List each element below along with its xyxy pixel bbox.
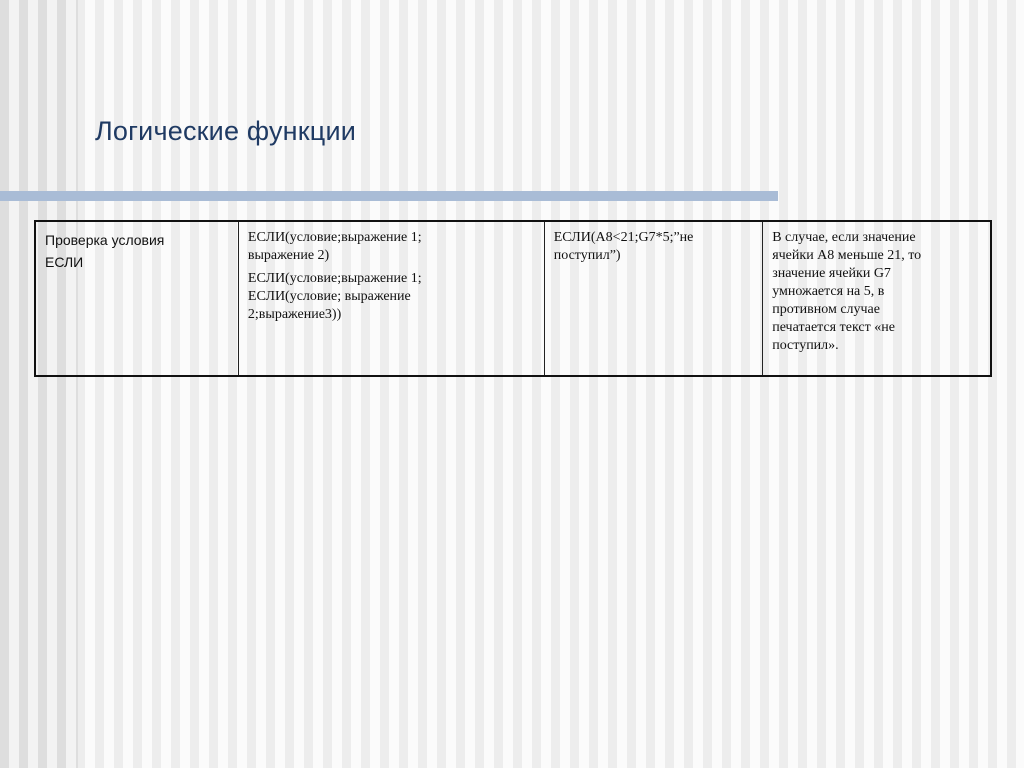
table-cell-example (544, 221, 762, 376)
cell-line: В случае, если значение (772, 230, 916, 245)
cell-line: ЕСЛИ(условие;выражение 1; (247, 271, 422, 286)
cell-line: умножается на 5, в (772, 284, 885, 299)
cell-line: значение ячейки G7 (772, 266, 891, 281)
cell-line: ЕСЛИ(A8<21;G7*5;”не (553, 230, 694, 245)
cell-line: поступил”) (553, 248, 621, 263)
table-row (35, 221, 991, 376)
background-left-band (0, 0, 78, 768)
title-underline-bar (0, 191, 778, 201)
cell-line: ЕСЛИ (45, 254, 84, 270)
table-cell-description (763, 221, 991, 376)
cell-line: противном случае (772, 302, 880, 317)
cell-line: печатается текст «не (772, 320, 895, 335)
cell-line: ЕСЛИ(условие;выражение 1; (247, 230, 422, 245)
cell-line: ЕСЛИ(условие; выражение (247, 289, 411, 304)
cell-line: ячейки А8 меньше 21, то (772, 248, 922, 263)
cell-line: поступил». (772, 338, 839, 353)
cell-line: выражение 2) (247, 248, 330, 263)
table-cell-syntax (238, 221, 544, 376)
cell-line: 2;выражение3)) (247, 307, 342, 322)
table-cell-function-name (35, 221, 238, 376)
cell-line: Проверка условия (45, 232, 165, 248)
function-table (34, 220, 992, 377)
slide-title: Логические функции (95, 116, 357, 146)
